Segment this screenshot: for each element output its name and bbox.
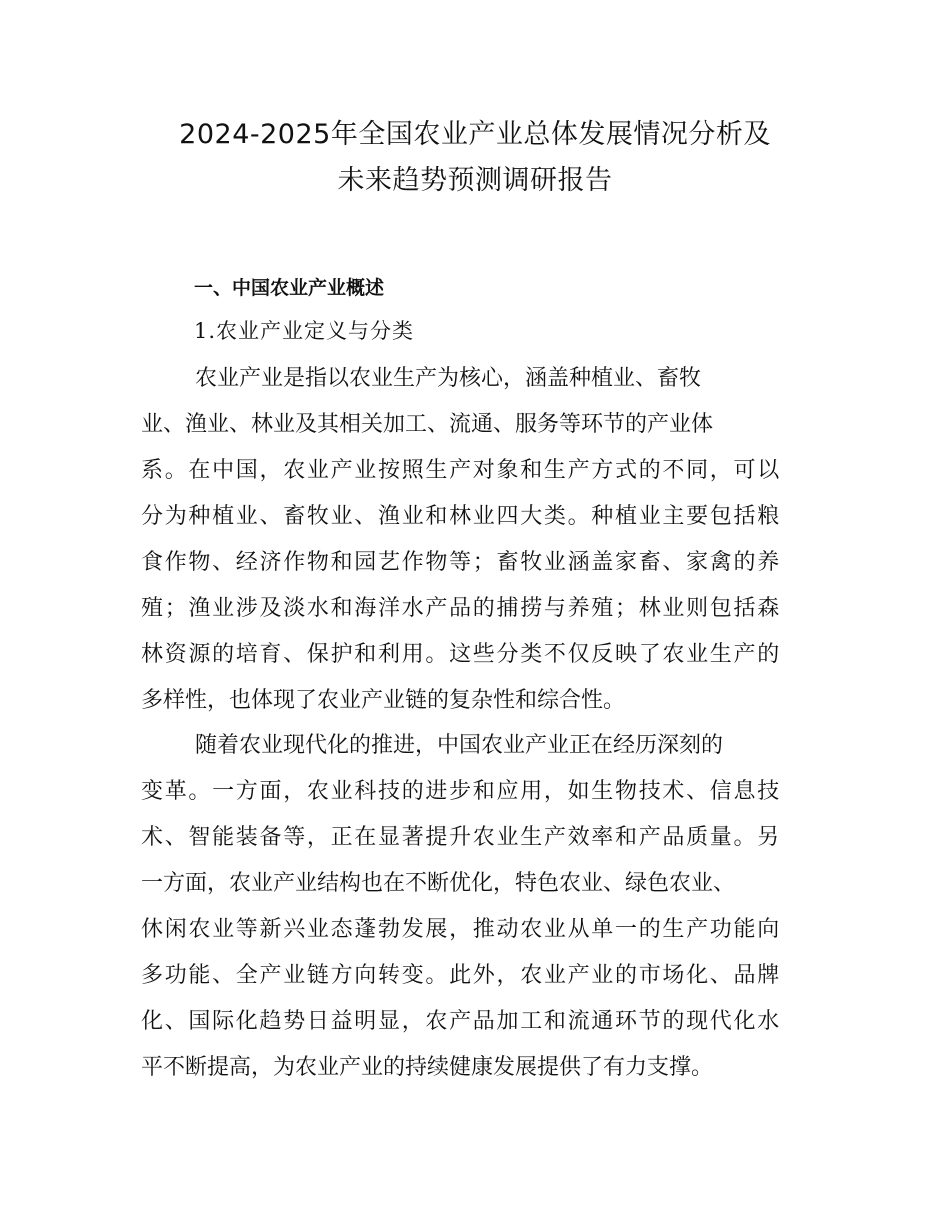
paragraph-line: 业、渔业、林业及其相关加工、流通、服务等环节的产业体 bbox=[141, 412, 714, 437]
sub-heading: 1.农业产业定义与分类 bbox=[194, 319, 415, 343]
section-heading: 一、中国农业产业概述 bbox=[194, 277, 385, 299]
paragraph-line: 休闲农业等新兴业态蓬勃发展，推动农业从单一的生产功能向 bbox=[141, 917, 781, 942]
paragraph-line: 系。在中国，农业产业按照生产对象和生产方式的不同，可以 bbox=[141, 458, 781, 483]
paragraph-line: 术、智能装备等，正在显著提升农业生产效率和产品质量。另 bbox=[141, 825, 781, 850]
paragraph-definition bbox=[141, 356, 813, 724]
paragraph-modernization bbox=[141, 723, 813, 1091]
paragraph-line: 化、国际化趋势日益明显，农产品加工和流通环节的现代化水 bbox=[141, 1009, 781, 1034]
title-line: 2024-2025年全国农业产业总体发展情况分析及 bbox=[179, 119, 771, 150]
paragraph-line: 农业产业是指以农业生产为核心，涵盖种植业、畜牧 bbox=[195, 366, 702, 391]
paragraph-line: 林资源的培育、保护和利用。这些分类不仅反映了农业生产的 bbox=[141, 642, 781, 667]
paragraph-line: 食作物、经济作物和园艺作物等；畜牧业涵盖家畜、家禽的养 bbox=[141, 550, 781, 575]
paragraph-line: 一方面，农业产业结构也在不断优化，特色农业、绿色农业、 bbox=[141, 871, 736, 896]
document-title bbox=[100, 112, 850, 204]
paragraph-line: 变革。一方面，农业科技的进步和应用，如生物技术、信息技 bbox=[141, 779, 781, 804]
paragraph-line: 殖；渔业涉及淡水和海洋水产品的捕捞与养殖；林业则包括森 bbox=[141, 596, 781, 621]
paragraph-line: 多功能、全产业链方向转变。此外，农业产业的市场化、品牌 bbox=[141, 963, 781, 988]
paragraph-line: 多样性，也体现了农业产业链的复杂性和综合性。 bbox=[141, 688, 626, 713]
title-line: 未来趋势预测调研报告 bbox=[337, 165, 613, 196]
paragraph-line: 随着农业现代化的推进，中国农业产业正在经历深刻的 bbox=[195, 733, 724, 758]
paragraph-line: 分为种植业、畜牧业、渔业和林业四大类。种植业主要包括粮 bbox=[141, 504, 781, 529]
paragraph-line: 平不断提高，为农业产业的持续健康发展提供了有力支撑。 bbox=[141, 1055, 714, 1080]
